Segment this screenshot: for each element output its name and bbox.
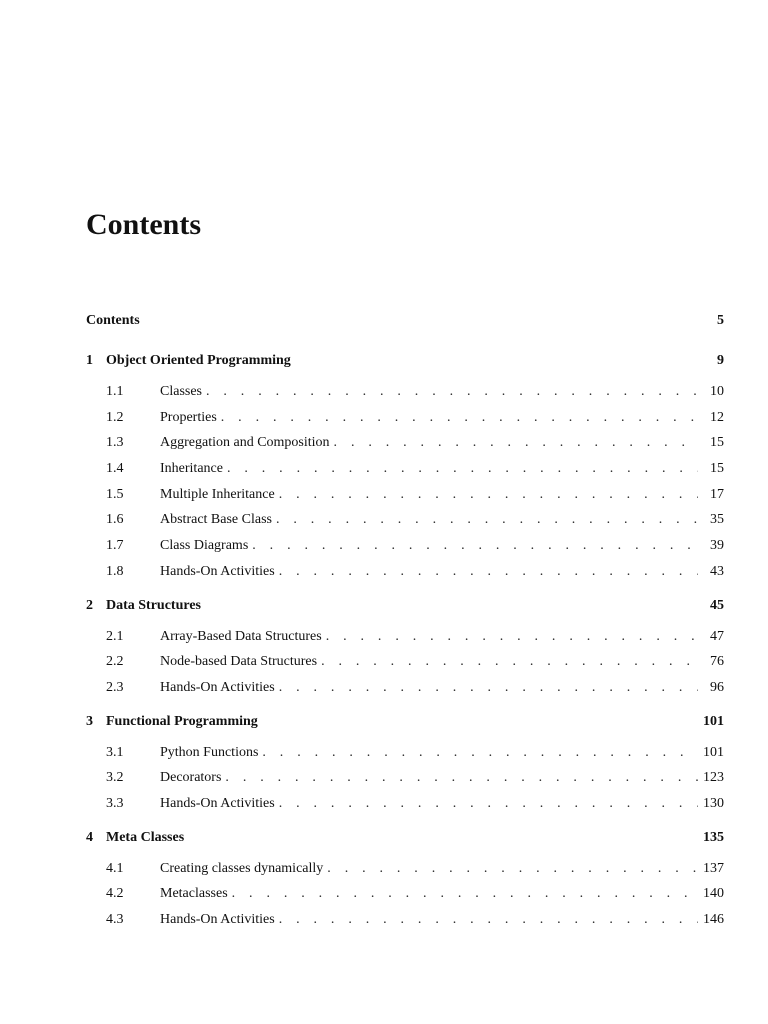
section-page: 146 [703, 912, 724, 927]
section-list [86, 856, 724, 933]
section-entry[interactable] [86, 649, 724, 675]
section-number: 2.2 [106, 654, 124, 670]
page-title: Contents [86, 208, 202, 241]
section-title: Inheritance [160, 461, 223, 477]
section-number: 2.3 [106, 679, 124, 695]
dot-leader [279, 907, 698, 933]
section-title: Aggregation and Composition [160, 435, 330, 451]
dot-leader [279, 675, 698, 701]
chapter-heading[interactable] [86, 830, 724, 856]
section-page: 10 [710, 384, 724, 399]
section-page: 130 [703, 795, 724, 811]
section-entry[interactable] [86, 507, 724, 533]
section-list [86, 624, 724, 701]
section-number: 2.1 [106, 628, 124, 644]
section-page: 15 [710, 435, 724, 451]
section-number: 3.1 [106, 744, 124, 760]
dot-leader [276, 507, 698, 533]
chapter-heading[interactable] [86, 353, 724, 379]
section-page: 101 [703, 744, 724, 760]
section-title: Multiple Inheritance [160, 486, 275, 502]
section-entry[interactable] [86, 740, 724, 766]
section-title: Class Diagrams [160, 538, 249, 554]
dot-leader [279, 791, 698, 817]
section-title: Python Functions [160, 744, 259, 760]
section-number: 1.6 [106, 512, 124, 528]
section-title: Decorators [160, 770, 222, 786]
section-number: 1.7 [106, 538, 124, 554]
chapter-1 [86, 353, 724, 585]
dot-leader [326, 624, 698, 650]
chapter-number: 1 [86, 353, 93, 368]
section-list [86, 740, 724, 817]
section-number: 4.1 [106, 860, 124, 876]
dot-leader [334, 430, 698, 456]
section-number: 4.3 [106, 912, 124, 927]
section-entry[interactable] [86, 881, 724, 907]
section-entry[interactable] [86, 482, 724, 508]
section-number: 1.5 [106, 486, 124, 502]
section-entry[interactable] [86, 624, 724, 650]
section-page: 96 [710, 679, 724, 695]
dot-leader [279, 559, 698, 585]
section-entry[interactable] [86, 791, 724, 817]
chapter-title: Object Oriented Programming [106, 353, 291, 368]
section-title: Metaclasses [160, 886, 228, 902]
section-page: 35 [710, 512, 724, 528]
section-number: 4.2 [106, 886, 124, 902]
section-page: 17 [710, 486, 724, 502]
dot-leader [252, 533, 698, 559]
chapter-3 [86, 714, 724, 817]
section-page: 43 [710, 563, 724, 579]
section-entry[interactable] [86, 533, 724, 559]
section-number: 3.3 [106, 795, 124, 811]
section-number: 1.8 [106, 563, 124, 579]
section-title: Hands-On Activities [160, 912, 275, 927]
section-page: 137 [703, 860, 724, 876]
section-entry[interactable] [86, 559, 724, 585]
section-title: Creating classes dynamically [160, 860, 324, 876]
section-title: Abstract Base Class [160, 512, 272, 528]
section-page: 123 [703, 770, 724, 786]
chapter-heading[interactable] [86, 598, 724, 624]
dot-leader [227, 456, 698, 482]
section-page: 39 [710, 538, 724, 554]
section-page: 15 [710, 461, 724, 477]
dot-leader [321, 649, 698, 675]
chapter-number: 4 [86, 829, 93, 845]
section-number: 1.4 [106, 461, 124, 477]
section-entry[interactable] [86, 405, 724, 431]
toc-entry-title: Contents [86, 313, 140, 328]
dot-leader [225, 765, 698, 791]
chapter-page: 101 [703, 713, 724, 729]
section-number: 1.3 [106, 435, 124, 451]
section-entry[interactable] [86, 765, 724, 791]
section-title: Hands-On Activities [160, 679, 275, 695]
chapter-heading[interactable] [86, 714, 724, 740]
chapter-page: 9 [717, 353, 724, 368]
section-entry[interactable] [86, 430, 724, 456]
section-number: 1.2 [106, 409, 124, 425]
section-number: 1.1 [106, 384, 124, 399]
toc-entry-page: 5 [717, 313, 724, 328]
chapter-number: 3 [86, 713, 93, 729]
section-page: 47 [710, 628, 724, 644]
chapter-title: Meta Classes [106, 829, 185, 845]
section-title: Array-Based Data Structures [160, 628, 322, 644]
table-of-contents [86, 313, 724, 946]
chapter-4 [86, 830, 724, 933]
dot-leader [279, 482, 698, 508]
dot-leader [221, 405, 698, 431]
section-title: Hands-On Activities [160, 795, 275, 811]
section-title: Hands-On Activities [160, 563, 275, 579]
chapter-page: 135 [703, 829, 724, 845]
section-page: 76 [710, 654, 724, 670]
chapter-title: Functional Programming [106, 713, 258, 729]
chapter-title: Data Structures [106, 597, 202, 613]
dot-leader [206, 379, 698, 405]
chapter-page: 45 [710, 597, 724, 613]
section-title: Properties [160, 409, 217, 425]
section-number: 3.2 [106, 770, 124, 786]
section-title: Node-based Data Structures [160, 654, 318, 670]
dot-leader [327, 856, 698, 882]
dot-leader [262, 740, 698, 766]
section-entry[interactable] [86, 856, 724, 882]
section-entry[interactable] [86, 907, 724, 933]
section-list [86, 379, 724, 585]
section-title: Classes [160, 384, 202, 399]
section-page: 12 [710, 409, 724, 425]
section-entry[interactable] [86, 456, 724, 482]
section-entry[interactable] [86, 675, 724, 701]
section-entry[interactable] [86, 379, 724, 405]
section-page: 140 [703, 886, 724, 902]
chapter-number: 2 [86, 597, 93, 613]
toc-entry-contents[interactable] [86, 313, 724, 339]
dot-leader [232, 881, 698, 907]
chapter-2 [86, 598, 724, 701]
